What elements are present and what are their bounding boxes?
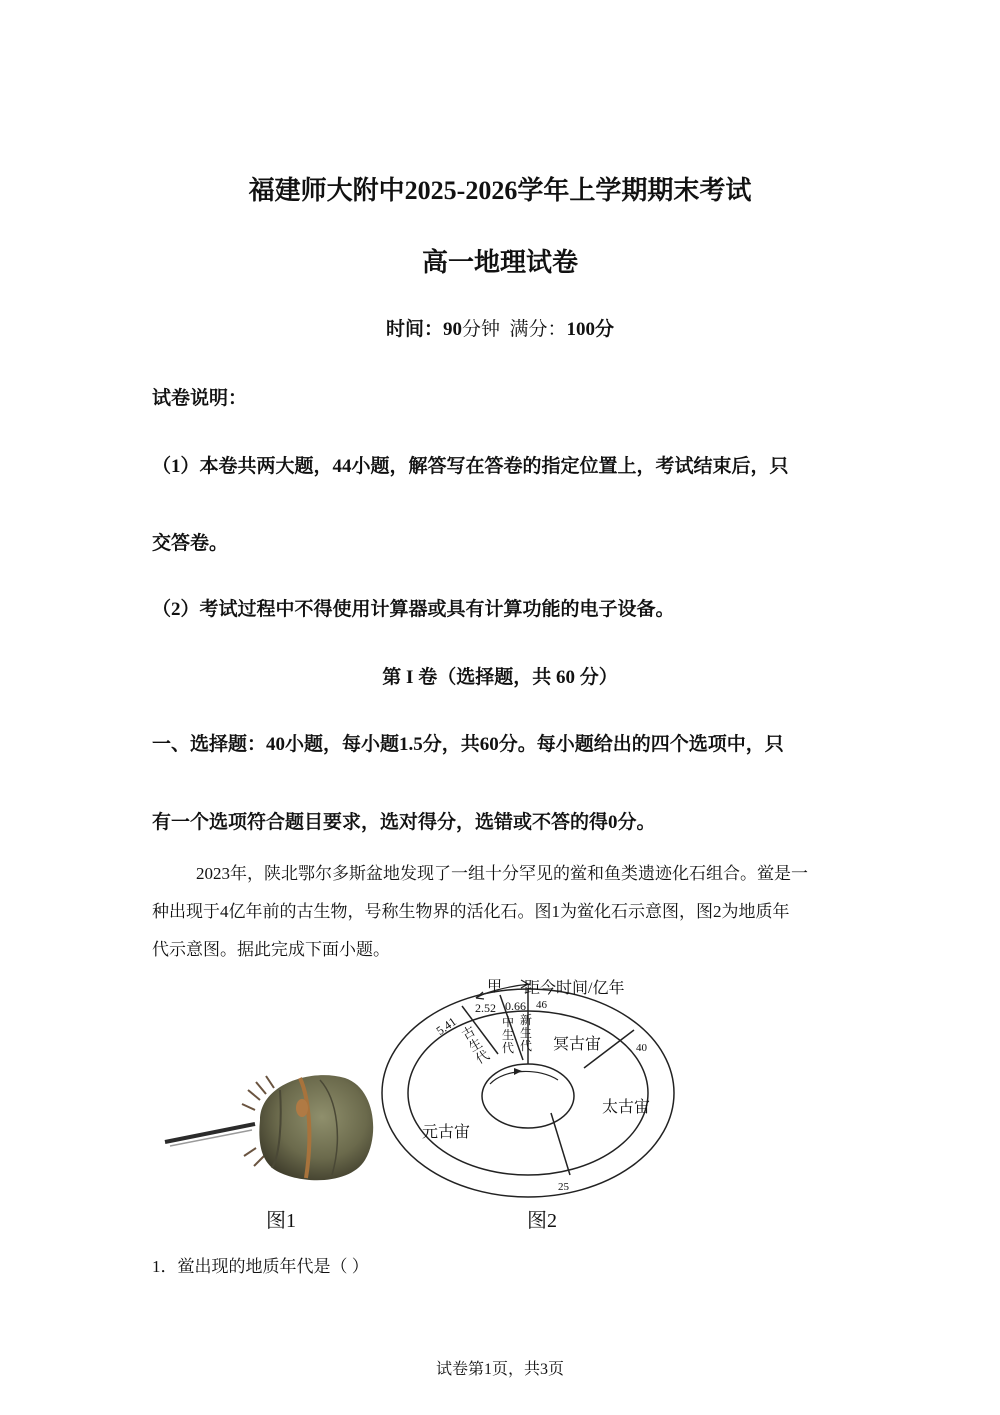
tick-5-41: 5.41 xyxy=(433,1014,459,1038)
exam-title: 福建师大附中2025-2026学年上学期期末考试 xyxy=(248,176,752,205)
tick-0-66: 0.66 xyxy=(505,999,526,1013)
passage-line-3: 代示意图。据此完成下面小题。 xyxy=(152,940,390,959)
eon-minggu: 冥古宙 xyxy=(553,1036,602,1053)
label-jia: 甲 xyxy=(487,979,503,995)
era-gusheng: 古生代 xyxy=(458,1022,492,1067)
score-unit: 分 xyxy=(595,319,615,340)
figure-1-caption: 图1 xyxy=(266,1210,296,1232)
exam-subject-title: 高一地理试卷 xyxy=(421,248,578,277)
geologic-time-diagram xyxy=(380,968,690,1200)
tick-46: 46 xyxy=(536,999,547,1011)
era-zhongsheng: 中生代 xyxy=(502,1015,515,1055)
part-heading: 第 I 卷（选择题，共 60 分） xyxy=(382,667,618,688)
figure-2-caption: 图2 xyxy=(527,1210,557,1232)
era-xinsheng: 新生代 xyxy=(520,1013,533,1053)
page-footer: 试卷第1页，共3页 xyxy=(435,1361,564,1378)
time-axis-label: 距今时间/亿年 xyxy=(524,980,625,997)
eon-yuangu: 元古宙 xyxy=(422,1124,471,1141)
passage-line-2: 种出现于4亿年前的古生物，号称生物界的活化石。图1为鲎化石示意图，图2为地质年 xyxy=(152,902,790,921)
time-label: 时间： xyxy=(385,319,443,340)
tick-40: 40 xyxy=(636,1042,647,1054)
question-1: 1．鲎出现的地质年代是（ ） xyxy=(152,1257,369,1276)
tick-2-52: 2.52 xyxy=(475,1001,496,1015)
exam-time-score xyxy=(0,314,1000,341)
time-value: 90 xyxy=(442,319,462,340)
question-type-line-1: 一、选择题：40小题，每小题1.5分，共60分。每小题给出的四个选项中，只 xyxy=(152,734,784,755)
time-unit: 分钟 xyxy=(461,319,500,340)
score-label: 满分： xyxy=(509,319,567,340)
tick-25: 25 xyxy=(558,1181,569,1193)
score-value: 100 xyxy=(566,319,596,340)
passage xyxy=(152,855,852,969)
instructions-heading: 试卷说明： xyxy=(152,388,248,409)
passage-line-1: 2023年，陕北鄂尔多斯盆地发现了一组十分罕见的鲎和鱼类遗迹化石组合。鲎是一 xyxy=(196,864,808,883)
instruction-item-2: （2）考试过程中不得使用计算器或具有计算功能的电子设备。 xyxy=(152,599,675,620)
question-type-line-2: 有一个选项符合题目要求，选对得分，选错或不答的得0分。 xyxy=(152,812,656,833)
instruction-item-1-line-1: （1）本卷共两大题，44小题，解答写在答卷的指定位置上，考试结束后，只 xyxy=(152,456,789,477)
horseshoe-crab-fossil-image xyxy=(160,1060,380,1190)
instruction-item-1-line-2: 交答卷。 xyxy=(152,533,229,554)
eon-taigu: 太古宙 xyxy=(602,1099,651,1116)
